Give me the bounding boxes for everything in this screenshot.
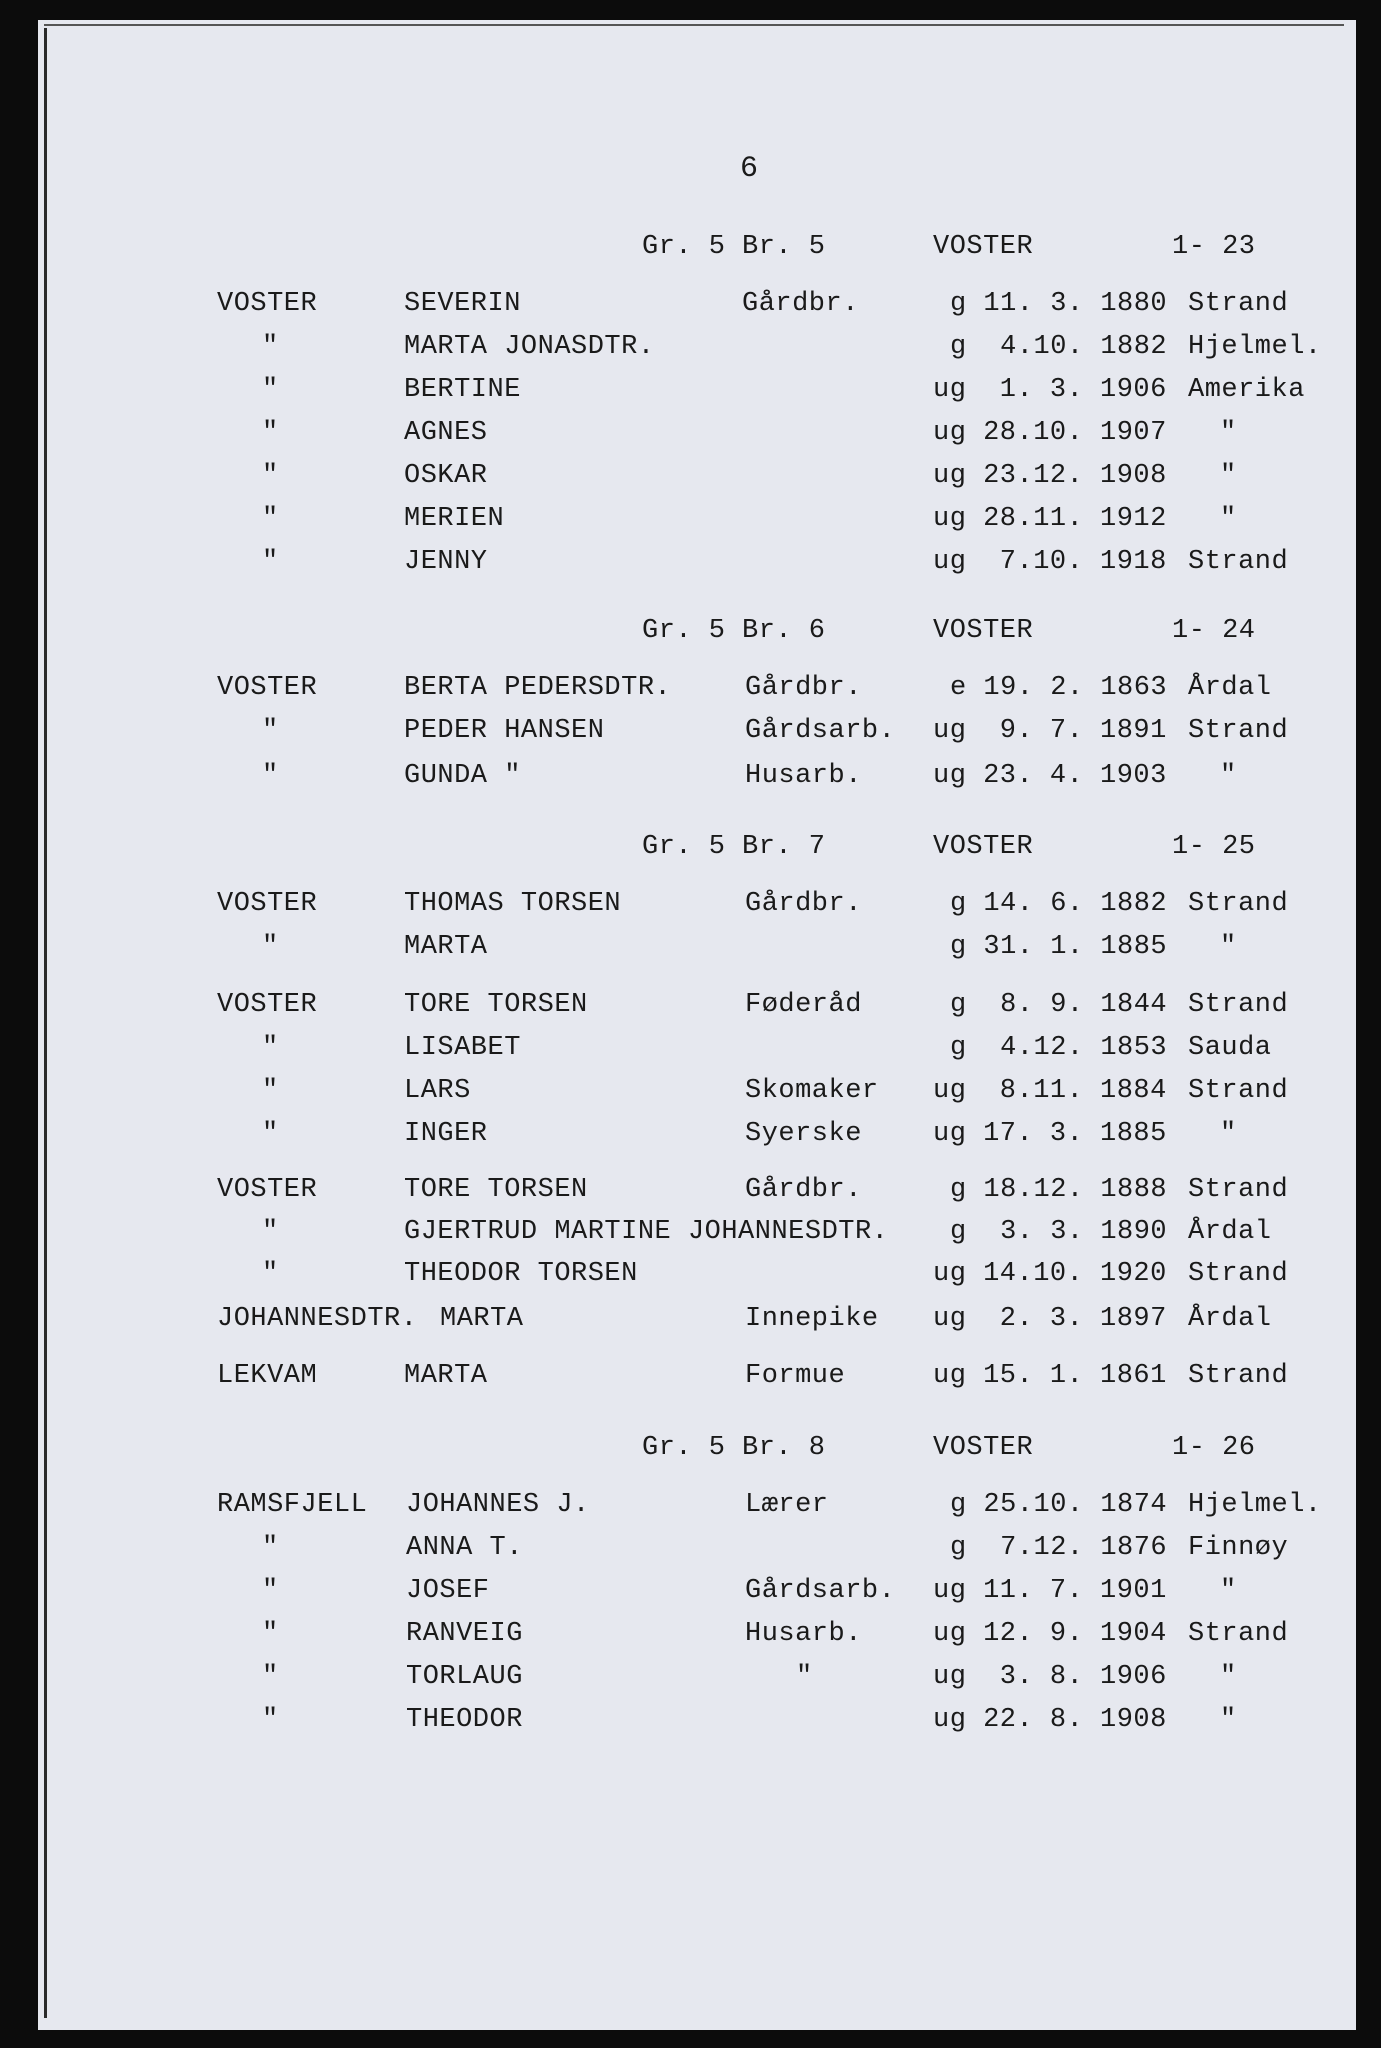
row-origin: " [1220, 418, 1237, 448]
row-surname: " [262, 547, 279, 577]
row-origin: " [1220, 1705, 1237, 1735]
row-name: MARTA [404, 932, 488, 962]
row-name: THEODOR TORSEN [404, 1259, 638, 1289]
row-role: Syerske [745, 1119, 862, 1149]
row-date: g 31. 1. 1885 [950, 932, 1168, 962]
row-name: BERTA PEDERSDTR. [404, 673, 672, 703]
row-surname: " [262, 1705, 279, 1735]
row-role: Innepike [745, 1304, 879, 1334]
row-name: MERIEN [404, 504, 505, 534]
group-header-br: Br. 6 [742, 616, 826, 646]
row-date: ug 28.10. 1907 [933, 418, 1167, 448]
row-name: LISABET [404, 1033, 521, 1063]
page-number: 6 [740, 152, 759, 186]
row-name: INGER [404, 1119, 488, 1149]
left-margin-rule [44, 28, 47, 2018]
row-date: g 25.10. 1874 [950, 1490, 1168, 1520]
row-date: ug 17. 3. 1885 [933, 1119, 1167, 1149]
row-surname: " [262, 1259, 279, 1289]
row-surname: RAMSFJELL [217, 1490, 368, 1520]
row-role: Lærer [745, 1490, 829, 1520]
row-role: Skomaker [745, 1076, 879, 1106]
row-name: OSKAR [404, 461, 488, 491]
row-date: g 3. 3. 1890 [950, 1217, 1168, 1247]
row-date: ug 23.12. 1908 [933, 461, 1167, 491]
row-origin: Strand [1188, 1361, 1289, 1391]
row-name: BERTINE [404, 375, 521, 405]
row-origin: " [1220, 1576, 1237, 1606]
row-surname: " [262, 1119, 279, 1149]
row-date: ug 3. 8. 1906 [933, 1662, 1167, 1692]
row-origin: " [1220, 504, 1237, 534]
row-surname: VOSTER [217, 990, 318, 1020]
group-header-code: 1- 24 [1172, 616, 1256, 646]
row-origin: Strand [1188, 289, 1289, 319]
row-date: ug 12. 9. 1904 [933, 1619, 1167, 1649]
row-origin: Sauda [1188, 1033, 1272, 1063]
group-header-br: Br. 7 [742, 832, 826, 862]
row-role: Gårdbr. [745, 673, 862, 703]
group-header-gr: Gr. 5 [642, 832, 726, 862]
row-name: THOMAS TORSEN [404, 889, 622, 919]
row-origin: Hjelmel. [1188, 1490, 1322, 1520]
row-date: ug 7.10. 1918 [933, 547, 1167, 577]
row-name: PEDER HANSEN [404, 716, 605, 746]
row-surname: " [262, 332, 279, 362]
row-origin: " [1220, 1119, 1237, 1149]
row-origin: Strand [1188, 1175, 1289, 1205]
row-surname: " [262, 716, 279, 746]
row-role: " [796, 1662, 813, 1692]
row-name: SEVERIN [404, 289, 521, 319]
row-name: LARS [404, 1076, 471, 1106]
group-header-br: Br. 5 [742, 232, 826, 262]
row-origin: Strand [1188, 547, 1289, 577]
row-date: e 19. 2. 1863 [950, 673, 1168, 703]
row-origin: " [1220, 461, 1237, 491]
group-header-code: 1- 25 [1172, 832, 1256, 862]
row-role: Gårdsarb. [745, 716, 896, 746]
row-date: ug 28.11. 1912 [933, 504, 1167, 534]
row-origin: Strand [1188, 1076, 1289, 1106]
row-role: Gårdsarb. [745, 1576, 896, 1606]
row-surname: VOSTER [217, 289, 318, 319]
row-date: ug 9. 7. 1891 [933, 716, 1167, 746]
row-origin: Årdal [1188, 1304, 1272, 1334]
row-date: ug 14.10. 1920 [933, 1259, 1167, 1289]
row-date: g 18.12. 1888 [950, 1175, 1168, 1205]
row-surname: " [262, 375, 279, 405]
row-date: ug 1. 3. 1906 [933, 375, 1167, 405]
row-name: THEODOR [406, 1705, 523, 1735]
row-surname: JOHANNESDTR. [217, 1304, 418, 1334]
row-name: JOSEF [406, 1576, 490, 1606]
row-name: MARTA JONASDTR. [404, 332, 655, 362]
group-header-br: Br. 8 [742, 1433, 826, 1463]
row-origin: Hjelmel. [1188, 332, 1322, 362]
row-origin: Strand [1188, 990, 1289, 1020]
row-origin: Strand [1188, 889, 1289, 919]
row-surname: " [262, 1576, 279, 1606]
row-surname: VOSTER [217, 1175, 318, 1205]
row-role: Husarb. [745, 1619, 862, 1649]
row-date: g 14. 6. 1882 [950, 889, 1168, 919]
row-surname: " [262, 932, 279, 962]
row-surname: LEKVAM [217, 1361, 318, 1391]
row-surname: " [262, 761, 279, 791]
row-origin: Strand [1188, 716, 1289, 746]
row-role: Gårdbr. [742, 289, 859, 319]
row-origin: Strand [1188, 1259, 1289, 1289]
row-date: g 4.12. 1853 [950, 1033, 1168, 1063]
row-origin: Årdal [1188, 1217, 1272, 1247]
row-role: Føderåd [745, 990, 862, 1020]
row-origin: " [1220, 932, 1237, 962]
row-name: GUNDA " [404, 761, 521, 791]
group-header-gr: Gr. 5 [642, 616, 726, 646]
row-name: TORLAUG [406, 1662, 523, 1692]
group-header-code: 1- 26 [1172, 1433, 1256, 1463]
row-surname: " [262, 1076, 279, 1106]
row-surname: " [262, 1619, 279, 1649]
row-surname: " [262, 418, 279, 448]
row-date: g 11. 3. 1880 [950, 289, 1168, 319]
row-name: MARTA [440, 1304, 524, 1334]
row-origin: " [1220, 761, 1237, 791]
row-date: ug 23. 4. 1903 [933, 761, 1167, 791]
row-origin: Årdal [1188, 673, 1272, 703]
row-name: TORE TORSEN [404, 990, 588, 1020]
row-origin: " [1220, 1662, 1237, 1692]
row-date: ug 11. 7. 1901 [933, 1576, 1167, 1606]
row-role: Formue [745, 1361, 846, 1391]
group-header-place: VOSTER [933, 1433, 1034, 1463]
row-origin: Finnøy [1188, 1533, 1289, 1563]
row-surname: " [262, 1033, 279, 1063]
row-date: g 8. 9. 1844 [950, 990, 1168, 1020]
row-name: ANNA T. [406, 1533, 523, 1563]
group-header-gr: Gr. 5 [642, 232, 726, 262]
group-header-gr: Gr. 5 [642, 1433, 726, 1463]
row-name: RANVEIG [406, 1619, 523, 1649]
row-surname: " [262, 461, 279, 491]
row-name: JENNY [404, 547, 488, 577]
row-date: ug 2. 3. 1897 [933, 1304, 1167, 1334]
row-name: MARTA [404, 1361, 488, 1391]
group-header-place: VOSTER [933, 616, 1034, 646]
row-date: ug 15. 1. 1861 [933, 1361, 1167, 1391]
row-date: g 7.12. 1876 [950, 1533, 1168, 1563]
row-name: AGNES [404, 418, 488, 448]
row-date: ug 22. 8. 1908 [933, 1705, 1167, 1735]
row-role: Gårdbr. [745, 889, 862, 919]
row-date: ug 8.11. 1884 [933, 1076, 1167, 1106]
row-surname: " [262, 1533, 279, 1563]
row-surname: " [262, 504, 279, 534]
row-date: g 4.10. 1882 [950, 332, 1168, 362]
group-header-code: 1- 23 [1172, 232, 1256, 262]
row-surname: VOSTER [217, 673, 318, 703]
row-surname: " [262, 1217, 279, 1247]
row-surname: VOSTER [217, 889, 318, 919]
group-header-place: VOSTER [933, 232, 1034, 262]
row-name: JOHANNES J. [406, 1490, 590, 1520]
row-name: TORE TORSEN [404, 1175, 588, 1205]
row-surname: " [262, 1662, 279, 1692]
row-origin: Amerika [1188, 375, 1305, 405]
row-name: GJERTRUD MARTINE JOHANNESDTR. [404, 1217, 889, 1247]
row-role: Husarb. [745, 761, 862, 791]
row-origin: Strand [1188, 1619, 1289, 1649]
group-header-place: VOSTER [933, 832, 1034, 862]
row-role: Gårdbr. [745, 1175, 862, 1205]
top-edge-rule [44, 24, 1344, 26]
